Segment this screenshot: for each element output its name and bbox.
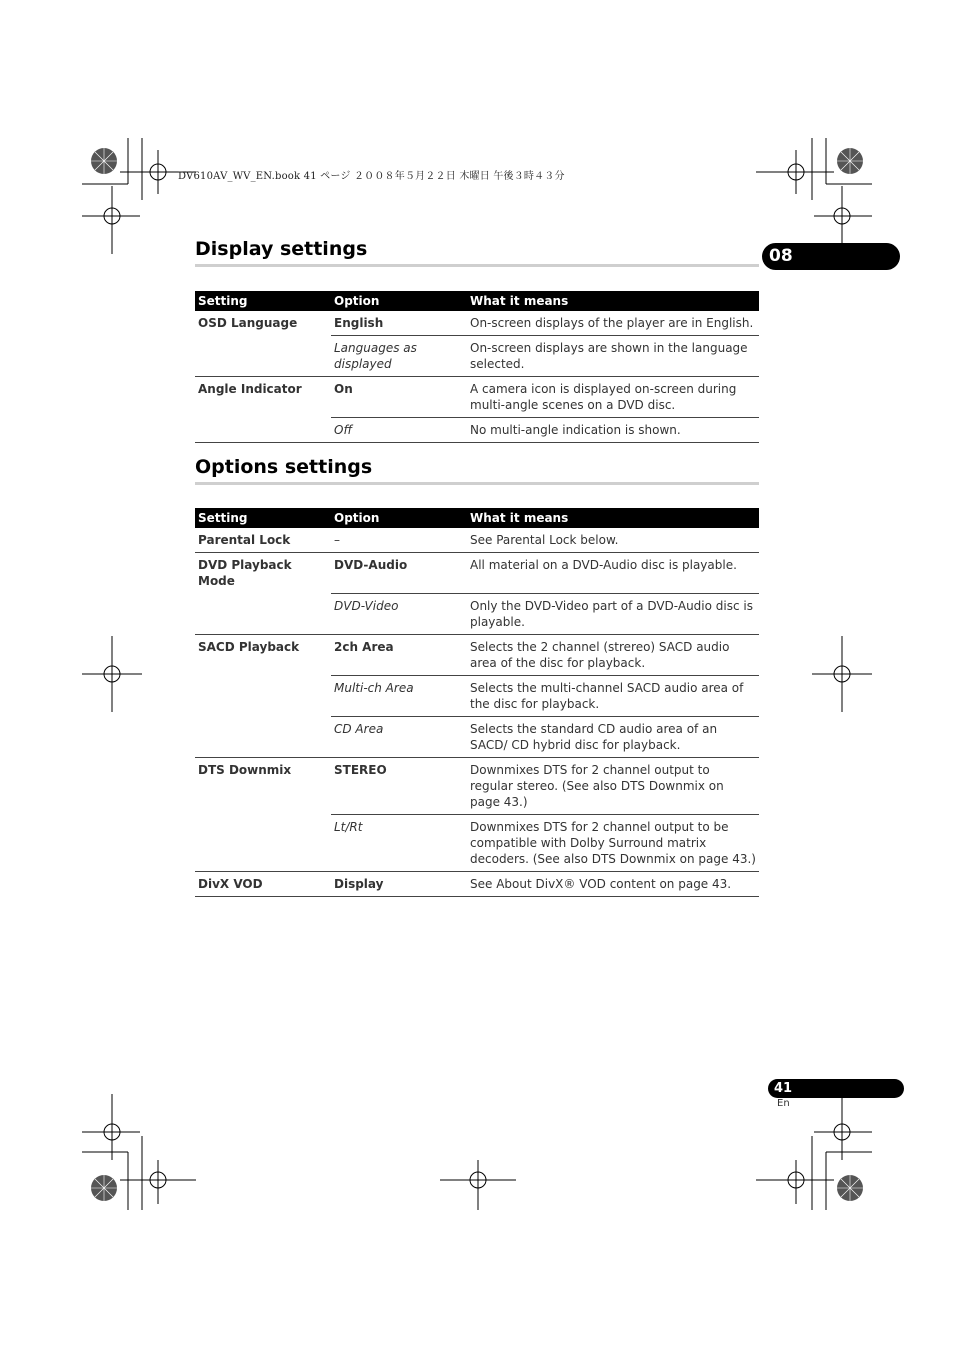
option-cell: Display xyxy=(331,871,467,896)
table-row xyxy=(195,311,759,336)
setting-cell: DVD Playback Mode xyxy=(198,558,292,588)
meaning-cell: Selects the multi-channel SACD audio area of the disc for playback. xyxy=(467,675,759,716)
setting-cell xyxy=(195,418,331,443)
table-row xyxy=(195,336,759,377)
meaning-cell: All material on a DVD-Audio disc is playable. xyxy=(467,553,759,594)
display-settings-title: Display settings xyxy=(195,237,759,267)
page-language: En xyxy=(777,1098,790,1109)
option-cell: DVD-Audio xyxy=(331,553,467,594)
option-cell: – xyxy=(331,528,467,553)
display-settings-table xyxy=(195,291,759,443)
column-header-setting: Setting xyxy=(195,508,331,528)
table-header-row xyxy=(195,508,759,528)
setting-cell xyxy=(195,675,331,716)
option-cell: Multi-ch Area xyxy=(331,675,467,716)
chapter-badge: 08 xyxy=(762,243,900,270)
setting-cell: Parental Lock xyxy=(195,528,331,553)
meaning-cell: Selects the 2 channel (strereo) SACD audio area of the disc for playback. xyxy=(467,634,759,675)
table-row xyxy=(195,418,759,443)
meaning-cell: On-screen displays are shown in the language selected. xyxy=(467,336,759,377)
option-cell: Off xyxy=(331,418,467,443)
column-header-option: Option xyxy=(331,291,467,311)
setting-cell xyxy=(195,814,331,871)
options-settings-title: Options settings xyxy=(195,455,759,485)
table-row xyxy=(195,377,759,418)
print-header-info: DV610AV_WV_EN.book 41 ページ ２００８年５月２２日 木曜日 午後３時４３分 xyxy=(178,171,565,182)
meaning-cell: See About DivX® VOD content on page 43. xyxy=(467,871,759,896)
page-number-badge: 41 xyxy=(768,1079,904,1098)
meaning-cell: No multi-angle indication is shown. xyxy=(467,418,759,443)
meaning-cell: Downmixes DTS for 2 channel output to be compatible with Dolby Surround matrix decoders. (See also DTS Downmix on page 43.) xyxy=(467,814,759,871)
table-header-row xyxy=(195,291,759,311)
option-cell: Languages as displayed xyxy=(331,336,467,377)
option-cell: CD Area xyxy=(331,716,467,757)
meaning-cell: Selects the standard CD audio area of an SACD/ CD hybrid disc for playback. xyxy=(467,716,759,757)
setting-cell: Angle Indicator xyxy=(198,382,302,396)
column-header-setting: Setting xyxy=(195,291,331,311)
column-header-option: Option xyxy=(331,508,467,528)
options-settings-table xyxy=(195,508,759,897)
setting-cell xyxy=(195,593,331,634)
table-row xyxy=(195,716,759,757)
meaning-cell: See Parental Lock below. xyxy=(467,528,759,553)
option-cell: 2ch Area xyxy=(331,634,467,675)
table-row xyxy=(195,814,759,871)
option-cell: On xyxy=(331,377,467,418)
option-cell: English xyxy=(331,311,467,336)
meaning-cell: On-screen displays of the player are in English. xyxy=(467,311,759,336)
setting-cell: DivX VOD xyxy=(195,871,331,896)
setting-cell xyxy=(195,716,331,757)
meaning-cell: A camera icon is displayed on-screen during multi-angle scenes on a DVD disc. xyxy=(467,377,759,418)
table-row xyxy=(195,553,759,594)
setting-cell xyxy=(195,336,331,377)
column-header-meaning: What it means xyxy=(467,291,759,311)
option-cell: DVD-Video xyxy=(331,593,467,634)
table-row xyxy=(195,757,759,814)
table-row xyxy=(195,675,759,716)
table-row xyxy=(195,871,759,896)
meaning-cell: Downmixes DTS for 2 channel output to regular stereo. (See also DTS Downmix on page 43.) xyxy=(467,757,759,814)
setting-cell: DTS Downmix xyxy=(198,762,292,777)
option-cell: STEREO xyxy=(331,757,467,814)
setting-cell: OSD Language xyxy=(198,316,298,330)
meaning-cell: Only the DVD-Video part of a DVD-Audio disc is playable. xyxy=(467,593,759,634)
setting-cell: SACD Playback xyxy=(198,639,300,654)
option-cell: Lt/Rt xyxy=(331,814,467,871)
table-row xyxy=(195,634,759,675)
table-row xyxy=(195,593,759,634)
column-header-meaning: What it means xyxy=(467,508,759,528)
table-row xyxy=(195,528,759,553)
